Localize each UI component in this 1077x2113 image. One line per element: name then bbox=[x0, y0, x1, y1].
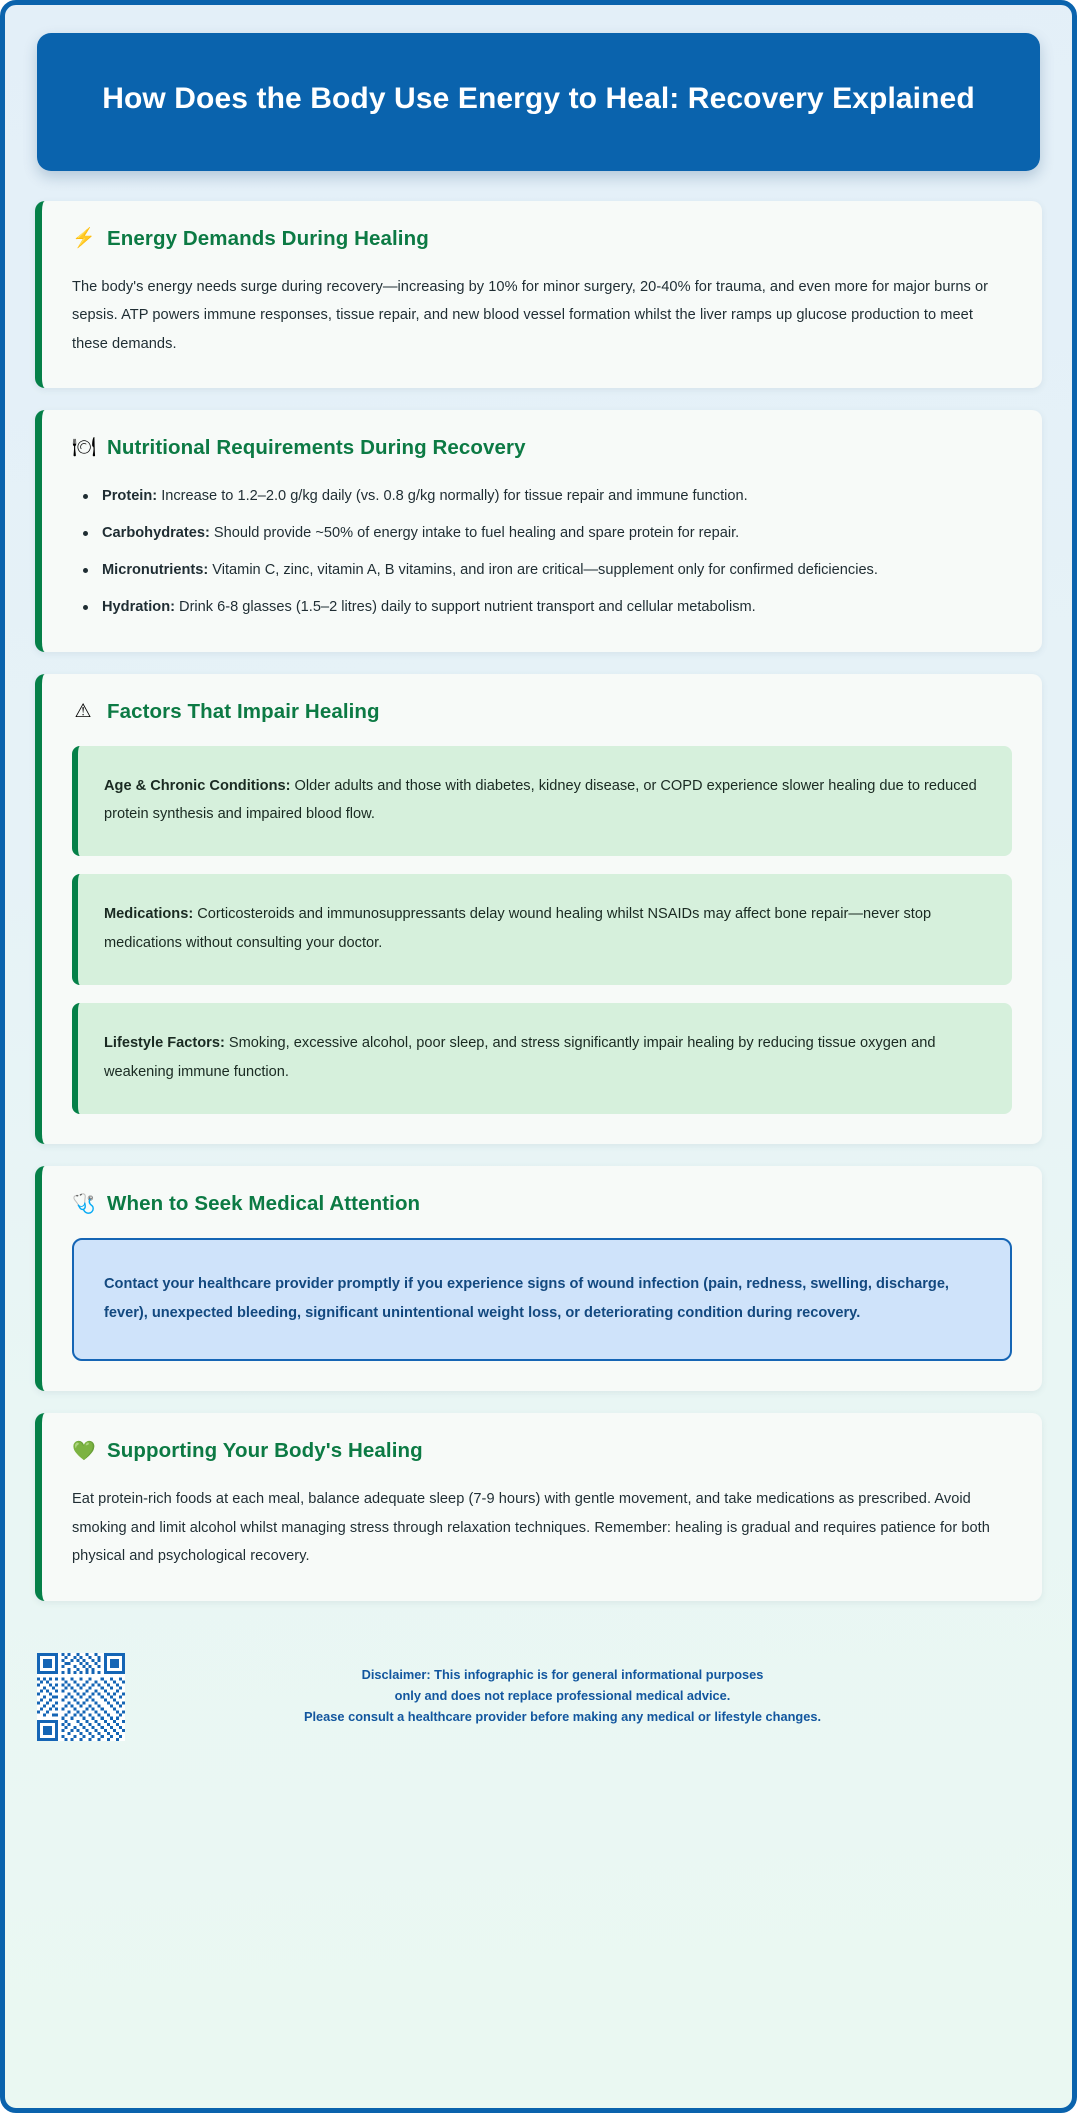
medical-alert-box bbox=[72, 1238, 1012, 1361]
section-header bbox=[72, 1439, 1012, 1463]
page-title: How Does the Body Use Energy to Heal: Recovery Explained bbox=[102, 82, 975, 115]
stethoscope-icon: 🩺 bbox=[72, 1193, 96, 1215]
disclaimer bbox=[153, 1665, 1032, 1727]
bullet-text: Should provide ~50% of energy intake to fuel healing and spare protein for repair. bbox=[209, 525, 740, 542]
section-title-medical: When to Seek Medical Attention bbox=[107, 1192, 421, 1216]
disclaimer-line-1 bbox=[153, 1665, 972, 1686]
disclaimer-lead: Disclaimer: bbox=[361, 1667, 431, 1683]
bullet-label: Protein: bbox=[102, 487, 158, 504]
warning-triangle-icon: ⚠ bbox=[74, 701, 92, 723]
qr-code[interactable] bbox=[37, 1653, 125, 1741]
bullet-label: Micronutrients: bbox=[102, 562, 209, 579]
subcard-body: Smoking, excessive alcohol, poor sleep, and stress significantly impair healing by reducing tissue oxygen and weakening immune function. bbox=[104, 1035, 936, 1080]
footer bbox=[35, 1623, 1042, 1775]
supporting-paragraph: Eat protein-rich foods at each meal, balance adequate sleep (7-9 hours) with gentle movement, and take medications as prescribed. Avoid smoking and limit alcohol whilst managing stress through relaxation techniques. Remember: healing is gradual and requires patience for both physical and psychological recovery. bbox=[72, 1491, 990, 1565]
section-seek-medical-attention bbox=[35, 1166, 1042, 1391]
green-heart-icon: 💚 bbox=[72, 1440, 96, 1462]
subcard-label: Age & Chronic Conditions: bbox=[104, 777, 291, 794]
list-item bbox=[76, 556, 1012, 584]
impair-item-medications bbox=[72, 874, 1012, 985]
subcard-label: Lifestyle Factors: bbox=[104, 1035, 225, 1052]
disclaimer-line-2: only and does not replace professional medical advice. bbox=[394, 1688, 731, 1704]
header-banner bbox=[37, 33, 1040, 171]
section-title-impair: Factors That Impair Healing bbox=[107, 699, 380, 723]
energy-paragraph: The body's energy needs surge during recovery—increasing by 10% for minor surgery, 20-40% for trauma, and even more for major burns or sepsis. ATP powers immune responses, tissue repair, and new blood vessel formation whilst the liver ramps up glucose production to meet these demands. bbox=[72, 278, 989, 352]
section-energy-demands bbox=[35, 201, 1042, 388]
high-voltage-icon: ⚡ bbox=[72, 228, 96, 250]
bullet-label: Hydration: bbox=[102, 599, 175, 616]
medical-alert-text: Contact your healthcare provider promptly if you experience signs of wound infection (pain, redness, swelling, discharge, fever), unexpected bleeding, significant unintentional weight loss, or deteriorating condition during recovery. bbox=[104, 1276, 949, 1321]
subcard-body: Corticosteroids and immunosuppressants delay wound healing whilst NSAIDs may affect bone repair—never stop medications without consulting your doctor. bbox=[104, 906, 932, 951]
nutrition-bullet-list bbox=[72, 482, 1012, 622]
subcard-text bbox=[104, 1029, 984, 1086]
section-header bbox=[72, 1192, 1012, 1216]
subcard-text bbox=[104, 772, 984, 829]
section-nutritional-requirements bbox=[35, 410, 1042, 652]
section-header bbox=[72, 227, 1012, 251]
bullet-text: Vitamin C, zinc, vitamin A, B vitamins, and iron are critical—supplement only for confirmed deficiencies. bbox=[208, 562, 878, 579]
section-header bbox=[72, 700, 1012, 724]
list-item bbox=[76, 519, 1012, 547]
plate-with-cutlery-icon: 🍽 bbox=[72, 437, 97, 459]
section-supporting-healing bbox=[35, 1413, 1042, 1600]
section-header bbox=[72, 436, 1012, 460]
disclaimer-line-3: Please consult a healthcare provider before making any medical or lifestyle changes. bbox=[303, 1708, 822, 1724]
bullet-text: Increase to 1.2–2.0 g/kg daily (vs. 0.8 g/kg normally) for tissue repair and immune function. bbox=[157, 487, 748, 504]
section-factors-impair-healing bbox=[35, 674, 1042, 1145]
section-title-nutrition: Nutritional Requirements During Recovery bbox=[107, 435, 526, 459]
list-item bbox=[76, 482, 1012, 510]
impair-item-age-chronic bbox=[72, 746, 1012, 857]
bullet-label: Carbohydrates: bbox=[102, 525, 210, 542]
list-item bbox=[76, 593, 1012, 621]
subcard-body: Older adults and those with diabetes, kidney disease, or COPD experience slower healing due to reduced protein synthesis and impaired blood flow. bbox=[104, 777, 977, 823]
disclaimer-line-1-text: This infographic is for general informational purposes bbox=[430, 1667, 764, 1683]
subcard-text bbox=[104, 900, 984, 957]
section-title-energy: Energy Demands During Healing bbox=[107, 226, 429, 250]
section-title-supporting: Supporting Your Body's Healing bbox=[107, 1439, 423, 1463]
impair-item-lifestyle bbox=[72, 1003, 1012, 1114]
subcard-label: Medications: bbox=[104, 906, 194, 923]
bullet-text: Drink 6-8 glasses (1.5–2 litres) daily to support nutrient transport and cellular metabolism. bbox=[174, 599, 756, 616]
